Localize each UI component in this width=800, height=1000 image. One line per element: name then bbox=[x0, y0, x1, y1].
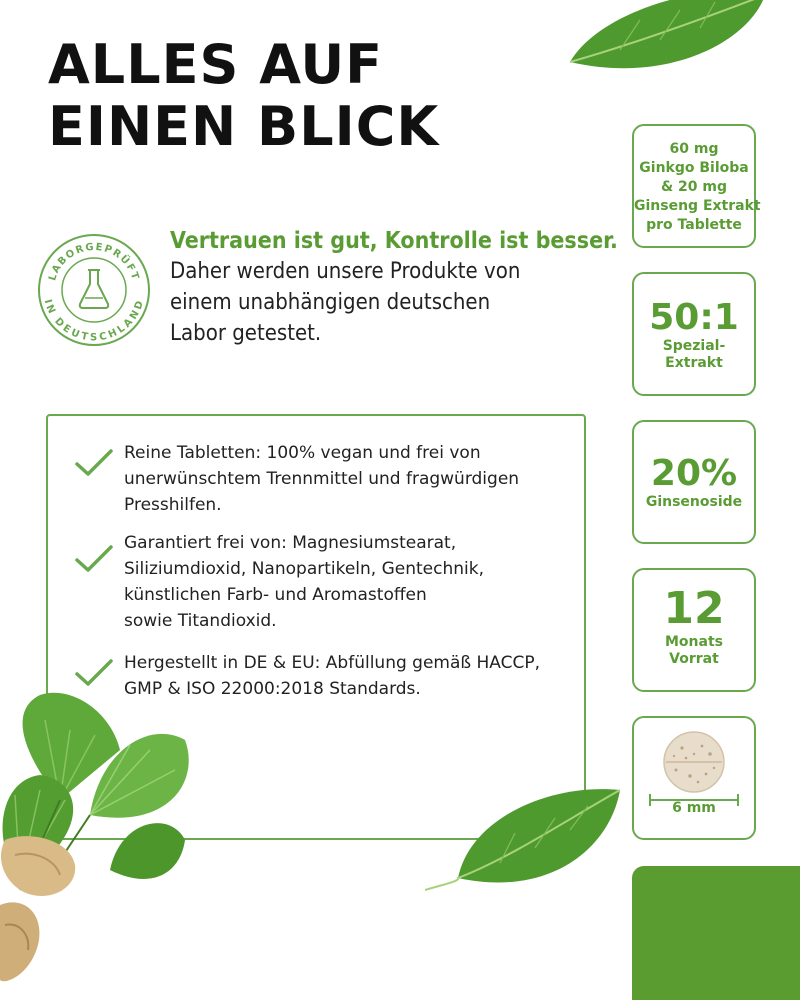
leaf-top-right-image bbox=[560, 0, 770, 80]
checkmark-icon bbox=[74, 658, 114, 688]
card-ginsenoside bbox=[632, 420, 756, 544]
checkmark-icon bbox=[74, 544, 114, 574]
feature-line: Garantiert frei von: Magnesiumstearat, bbox=[124, 533, 457, 553]
checkmark-icon bbox=[74, 448, 114, 478]
green-accent-block bbox=[632, 866, 800, 1000]
svg-text:LABORGEPRÜFT bbox=[47, 242, 141, 282]
card-extract-ratio bbox=[632, 272, 756, 396]
supply-value: 12 bbox=[663, 583, 725, 634]
lab-seal-badge bbox=[36, 232, 152, 348]
supply-label: Monats bbox=[665, 634, 723, 650]
page-title bbox=[48, 34, 439, 158]
title-line-1: ALLES AUF bbox=[48, 33, 384, 96]
supply-label: Vorrat bbox=[669, 651, 719, 667]
trust-statement bbox=[170, 226, 618, 349]
dose-line: Ginkgo Biloba bbox=[639, 160, 749, 176]
feature-text bbox=[124, 530, 564, 634]
feature-line: Presshilfen. bbox=[124, 495, 222, 515]
trust-body bbox=[170, 256, 610, 349]
trust-title: Vertrauen ist gut, Kontrolle ist besser. bbox=[170, 228, 618, 254]
feature-line: Reine Tabletten: 100% vegan und frei von bbox=[124, 443, 481, 463]
feature-line: Hergestellt in DE & EU: Abfüllung gemäß HACCP, bbox=[124, 653, 541, 673]
ginkgo-leaves-image bbox=[0, 690, 200, 1000]
feature-line: Siliziumdioxid, Nanopartikeln, Gentechnik, bbox=[124, 559, 485, 579]
card-supply bbox=[632, 568, 756, 692]
feature-line: unerwünschtem Trennmittel und fragwürdigen bbox=[124, 469, 520, 489]
ginseng-root-image bbox=[0, 836, 75, 981]
tablet-image bbox=[644, 728, 744, 808]
dose-line: Ginseng Extrakt bbox=[634, 198, 761, 214]
leaf-bottom-image bbox=[420, 778, 630, 898]
trust-line: Daher werden unsere Produkte von bbox=[170, 259, 521, 284]
seal-text-top: LABORGEPRÜFT bbox=[47, 241, 141, 283]
trust-line: Labor getestet. bbox=[170, 321, 322, 346]
ratio-value: 50:1 bbox=[649, 297, 739, 338]
title-line-2: EINEN BLICK bbox=[48, 95, 440, 158]
dose-line: 60 mg bbox=[669, 141, 719, 157]
ratio-label: Spezial- bbox=[662, 338, 726, 354]
feature-line: GMP & ISO 22000:2018 Standards. bbox=[124, 679, 421, 699]
tablet-size-label: 6 mm bbox=[672, 800, 716, 816]
svg-text:IN DEUTSCHLAND bbox=[42, 298, 147, 343]
ratio-label: Extrakt bbox=[665, 355, 723, 371]
seal-text-bottom: IN DEUTSCHLAND bbox=[41, 298, 147, 344]
card-tablet-size bbox=[632, 716, 756, 840]
dose-line: & 20 mg bbox=[660, 179, 728, 195]
feature-text bbox=[124, 440, 564, 518]
card-dose bbox=[632, 124, 761, 248]
feature-line: sowie Titandioxid. bbox=[124, 611, 277, 631]
ginsenoside-value: 20% bbox=[650, 453, 738, 494]
flask-icon bbox=[80, 270, 108, 308]
feature-line: künstlichen Farb- und Aromastoffen bbox=[124, 585, 427, 605]
ginsenoside-label: Ginsenoside bbox=[645, 494, 743, 510]
dose-line: pro Tablette bbox=[646, 217, 742, 233]
trust-line: einem unabhängigen deutschen bbox=[170, 290, 491, 315]
